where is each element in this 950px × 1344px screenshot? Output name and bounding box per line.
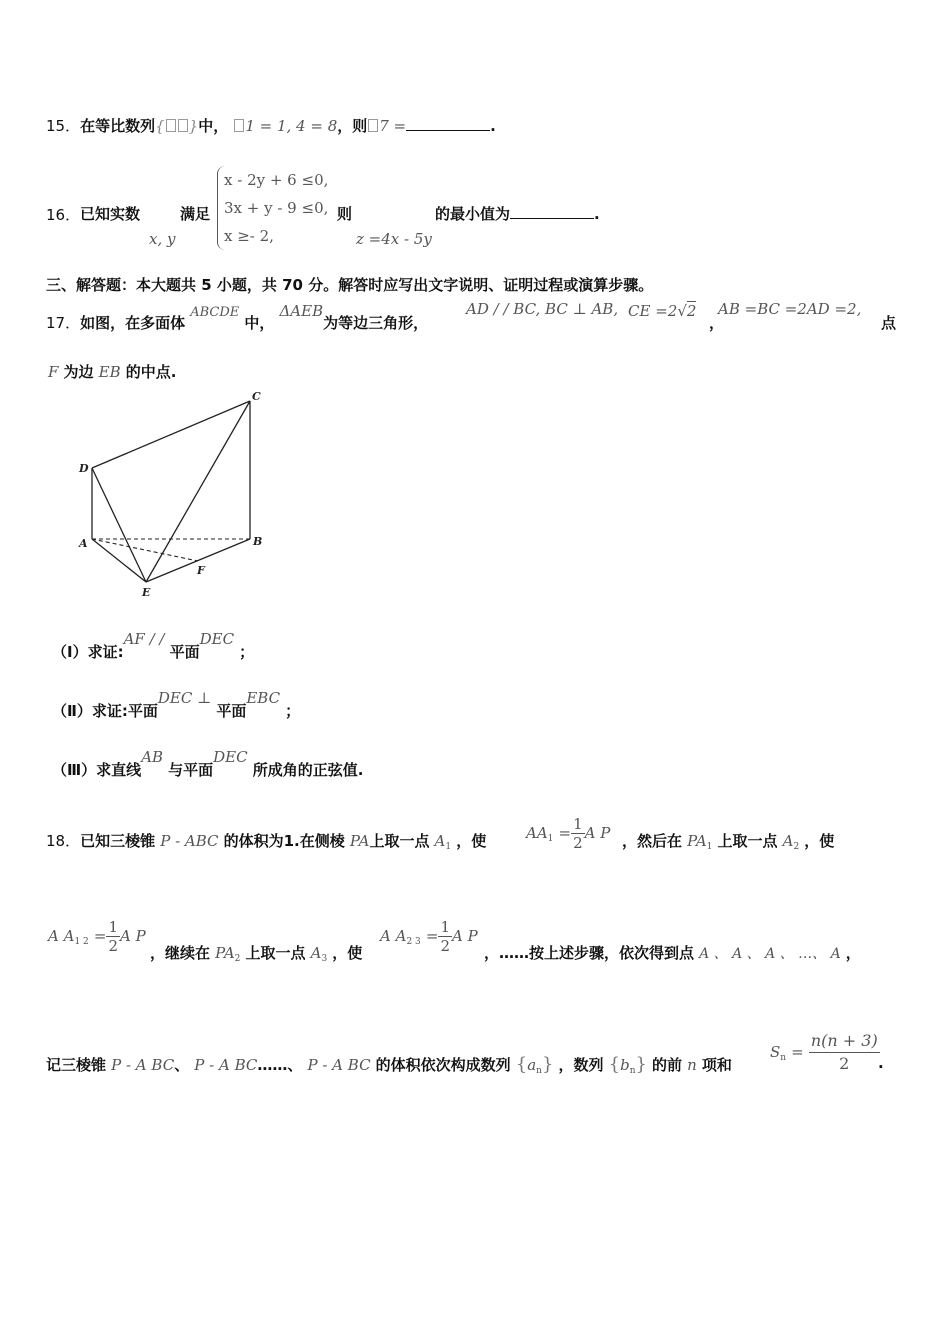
q17-text-5: 点 <box>881 314 897 332</box>
q18-end: . <box>878 1054 884 1072</box>
q16-number: 16． <box>46 206 81 224</box>
label-a: A <box>79 537 88 550</box>
edge-de <box>92 468 146 582</box>
section-3-heading: 三、解答题：本大题共 5 小题，共 70 分。解答时应写出文字说明、证明过程或演算步骤。 <box>46 276 654 294</box>
edge-ae <box>92 539 146 582</box>
q18-line-2b: ，……按上述步骤，依次得到点 A 、 A 、 A 、 …、 A ， <box>484 944 861 962</box>
q18-eq-2: A $A_{1 2}$ = $\frac{1}{2}$ A P <box>48 918 146 955</box>
q16-constraint-2: 3x + y - 9 ≤0, <box>224 199 329 217</box>
q17-part-1: （Ⅰ）求证:AF / / 平面DEC ； <box>52 630 255 661</box>
q17-polyhedron: ABCDE <box>190 305 240 320</box>
q16-answer-blank[interactable] <box>510 204 594 219</box>
q17-text-4: ， <box>709 314 725 332</box>
segment-af-hidden <box>92 539 198 561</box>
edge-ec <box>146 401 250 582</box>
q15-seq: { } <box>155 117 199 135</box>
q16-constraint-1: x - 2y + 6 ≤0, <box>224 171 329 189</box>
q17-condition-2: AB =BC =2AD =2, <box>718 300 862 318</box>
q16-objective: z =4x - 5y <box>356 230 432 248</box>
q15-line <box>46 115 496 136</box>
q16-text-2: 满足 <box>180 205 211 223</box>
q17-edge-eb: EB <box>98 363 121 381</box>
q18-line-2a: ，继续在 $PA_2$ 上取一点 $A_3$ ，使 <box>150 944 363 964</box>
q16-vars: x, y <box>149 230 176 248</box>
label-c: C <box>252 390 261 403</box>
q17-ce: CE =2√2 <box>628 302 697 320</box>
q18-eq-1: $AA_1$ = $\frac{1}{2}$ A P <box>526 815 611 852</box>
q16-constraint-3: x ≥- 2, <box>224 227 274 245</box>
q18-line-1: 18．已知三棱锥 P - ABC 的体积为1.在侧棱 PA上取一点 $A_1$ ，使 <box>46 832 487 852</box>
label-f: F <box>197 564 205 577</box>
missing-glyph-icon <box>234 119 244 132</box>
q17-point-f: F <box>48 363 59 381</box>
missing-glyph-icon <box>178 119 188 132</box>
q15-number: 15． <box>46 117 81 135</box>
q17-condition-1: AD / / BC, BC ⊥ AB, <box>466 300 619 318</box>
q17-line-2: F 为边 EB 的中点. <box>48 363 177 381</box>
q15-end: . <box>490 117 496 135</box>
q18-eq-3: A $A_{2 3}$ = $\frac{1}{2}$ A P <box>380 918 478 955</box>
q17-text-3: 为等边三角形， <box>323 314 429 332</box>
q18-line-3: 记三棱锥 P - A BC、 P - A BC……、 P - A BC 的体积依次构成数列 $\{a_n\}$ ，数列 $\{b_n\}$ 的前 n 项和 <box>46 1054 732 1076</box>
q17-part-3: （Ⅲ）求直线AB 与平面DEC 所成角的正弦值. <box>52 748 364 779</box>
label-d: D <box>79 462 89 475</box>
q16-constraints <box>217 166 328 250</box>
q15-ask: 7 = <box>367 117 406 135</box>
q17-polyhedron-figure <box>70 385 280 605</box>
q16-text-1: 已知实数 <box>80 205 141 223</box>
q15-text-1: 在等比数列 <box>80 117 156 135</box>
label-e: E <box>142 586 151 599</box>
q17-part-2: （Ⅱ）求证:平面DEC ⊥ 平面EBC ； <box>52 689 301 720</box>
q17-line-1 <box>46 300 429 332</box>
q15-answer-blank[interactable] <box>406 116 490 131</box>
q16-ask: 的最小值为 . <box>435 205 600 223</box>
label-b: B <box>253 535 263 548</box>
q17-triangle: ΔAEB <box>279 302 324 320</box>
q15-condition: 1 = 1, 4 = 8 <box>233 117 337 135</box>
q17-number: 17． <box>46 314 81 332</box>
edge-dc <box>92 401 250 468</box>
q16-text-3: 则 <box>337 205 353 223</box>
q15-text-2: 中， <box>198 117 229 135</box>
missing-glyph-icon <box>166 119 176 132</box>
q18-line-1b: ，然后在 $PA_1$ 上取一点 $A_2$ ，使 <box>622 832 835 852</box>
q15-text-3: ，则 <box>337 117 368 135</box>
q17-text-2: 中， <box>244 314 275 332</box>
q17-text-1: 如图，在多面体 <box>80 314 186 332</box>
q18-sn-formula: $S_n$ = $\frac{n(n + 3)}{2}$ <box>770 1031 878 1073</box>
missing-glyph-icon <box>368 119 378 132</box>
